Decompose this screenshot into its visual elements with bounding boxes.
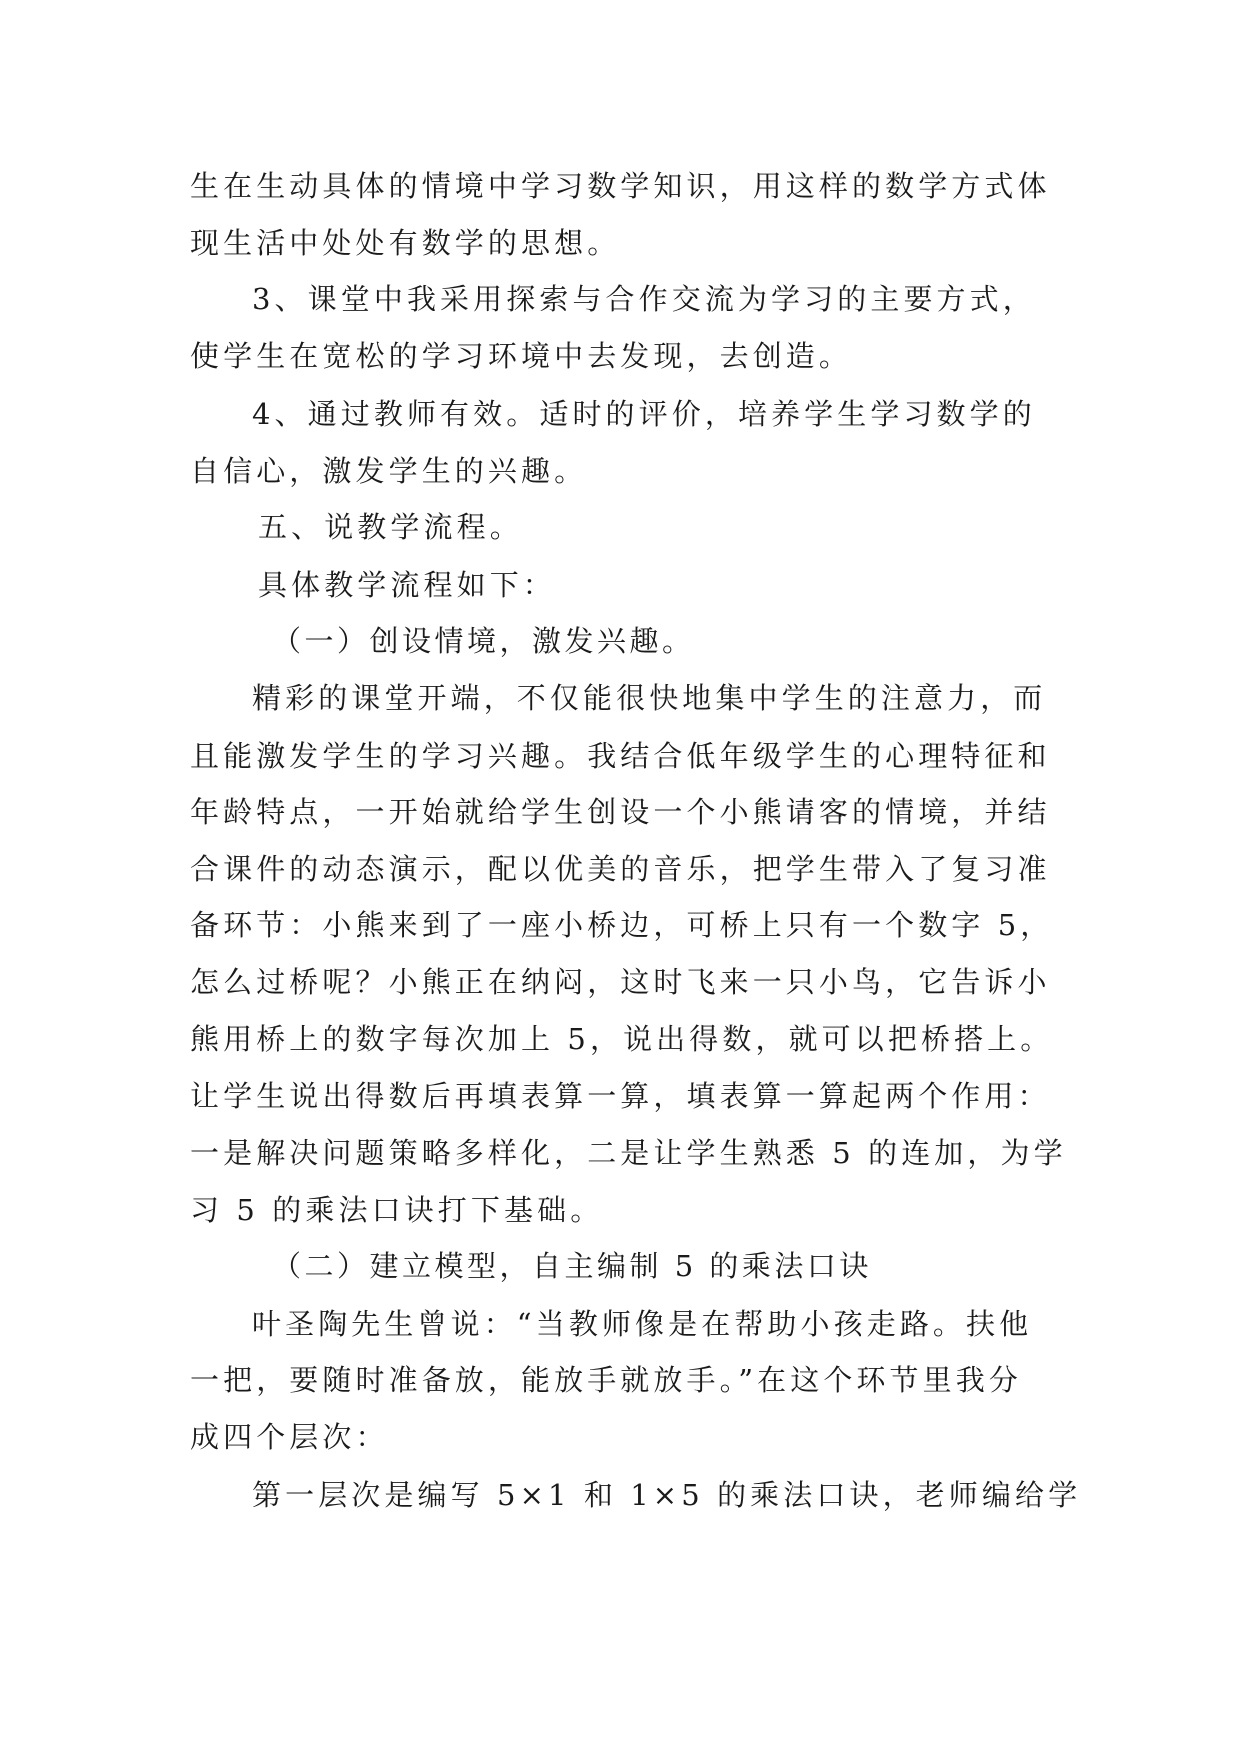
text-line: 怎么过桥呢？小熊正在纳闷，这时飞来一只小鸟，它告诉小 [190,965,1051,999]
subsection-heading: （一）创设情境，激发兴趣。 [272,624,695,658]
text-line: 且能激发学生的学习兴趣。我结合低年级学生的心理特征和 [190,739,1051,773]
section-heading: 五、说教学流程。 [258,510,523,544]
text-line: 叶圣陶先生曾说：“当教师像是在帮助小孩走路。扶他 [252,1307,1033,1341]
text-line: 使学生在宽松的学习环境中去发现，去创造。 [190,339,853,373]
text-line: 成四个层次： [190,1420,389,1454]
text-line: 习 5 的乘法口诀打下基础。 [190,1193,604,1227]
text-line: 具体教学流程如下： [258,568,556,602]
text-line: 一是解决问题策略多样化，二是让学生熟悉 5 的连加，为学 [190,1136,1067,1170]
text-line: 年龄特点，一开始就给学生创设一个小熊请客的情境，并结 [190,795,1051,829]
text-line: 自信心，激发学生的兴趣。 [190,454,588,488]
text-line: 备环节：小熊来到了一座小桥边，可桥上只有一个数字 5， [190,908,1054,942]
text-line: 合课件的动态演示，配以优美的音乐，把学生带入了复习准 [190,852,1051,886]
text-line: 让学生说出得数后再填表算一算，填表算一算起两个作用： [190,1079,1051,1113]
text-line: 精彩的课堂开端，不仅能很快地集中学生的注意力，而 [252,681,1047,715]
text-line: 3、课堂中我采用探索与合作交流为学习的主要方式， [252,282,1036,316]
text-line: 生在生动具体的情境中学习数学知识，用这样的数学方式体 [190,169,1051,203]
text-line: 熊用桥上的数字每次加上 5，说出得数，就可以把桥搭上。 [190,1022,1054,1056]
text-line: 第一层次是编写 5×1 和 1×5 的乘法口诀，老师编给学 [252,1478,1082,1512]
text-line: 一把，要随时准备放，能放手就放手。”在这个环节里我分 [190,1363,1022,1397]
text-line: 4、通过教师有效。适时的评价，培养学生学习数学的 [252,397,1036,431]
subsection-heading: （二）建立模型，自主编制 5 的乘法口诀 [272,1249,872,1283]
text-line: 现生活中处处有数学的思想。 [190,226,621,260]
